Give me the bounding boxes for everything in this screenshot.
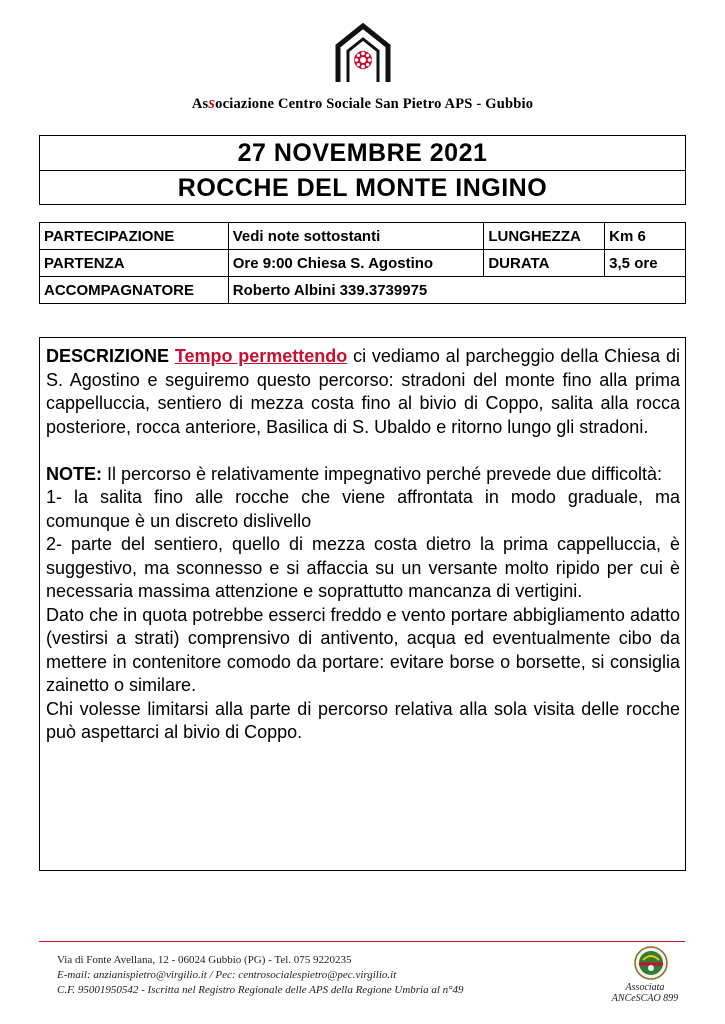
table-row	[40, 250, 686, 277]
info-label-departure: PARTENZA	[40, 250, 229, 277]
description-box	[39, 337, 686, 871]
footer-assoc-line1: Associata	[625, 982, 665, 993]
info-value-length: Km 6	[605, 223, 686, 250]
table-row	[40, 223, 686, 250]
notes-meeting-paragraph: Chi volesse limitarsi alla parte di percorso relativa alla sola visita delle rocche può aspettarci al bivio di Coppo.	[46, 698, 680, 742]
notes-paragraph	[46, 463, 680, 487]
ancescao-logo-icon	[634, 946, 668, 980]
event-name: ROCCHE DEL MONTE INGINO	[177, 174, 548, 202]
event-date: 27 NOVEMBRE 2021	[40, 136, 685, 171]
notes-item-2: 2- parte del sentiero, quello di mezza costa dietro la prima cappelluccia, è suggestivo, ma sconnesso e si affaccia su un versante molto ripido per cui è necessaria massima attenzione e soprattutto mancanza di vertigini.	[46, 534, 680, 601]
organization-name	[0, 93, 725, 113]
house-logo-icon	[335, 22, 391, 84]
org-name-rest: ociazione Centro Sociale San Pietro APS - Gubbio	[215, 96, 534, 112]
notes-intro: Il percorso è relativamente impegnativo perché prevede due difficoltà:	[102, 463, 662, 484]
weather-permitting-highlight: Tempo permettendo	[174, 346, 348, 366]
table-row	[40, 277, 686, 304]
description-paragraph	[46, 345, 680, 439]
info-label-guide: ACCOMPAGNATORE	[40, 277, 229, 304]
info-label-length: LUNGHEZZA	[484, 223, 605, 250]
footer	[57, 953, 577, 998]
paragraph-spacer	[46, 439, 680, 463]
footer-assoc-line2: ANCeSCAO 899	[611, 993, 679, 1004]
info-label-participation: PARTECIPAZIONE	[40, 223, 229, 250]
notes-clothing-paragraph: Dato che in quota potrebbe esserci freddo e vento portare abbigliamento adatto (vestirsi a strati) comprensivo di antivento, acqua ed eventualmente cibo da mettere in contenitore comodo da portare: evitare borse o borsette, si consiglia zainetto o similare.	[46, 604, 680, 695]
footer-email: E-mail: anzianispietro@virgilio.it / Pec: centrosocialespietro@pec.virgilio.it	[57, 969, 397, 981]
notes-label: NOTE:	[46, 463, 102, 484]
description-text: ci vediamo al parcheggio della Chiesa di S. Agostino e seguiremo questo percorso: stradoni del monte fino alla prima cappelluccia, sentiero di mezza costa fino al bivio di Coppo, salita alla rocca posteriore, rocca anteriore, Basilica di S. Ubaldo e ritorno lungo gli stradoni.	[46, 346, 680, 437]
footer-registry: C.F. 95001950542 - Iscritta nel Registro Regionale delle APS della Regione Umbria al n°49	[57, 984, 464, 996]
info-value-participation: Vedi note sottostanti	[228, 223, 484, 250]
footer-divider	[39, 941, 685, 942]
footer-address: Via di Fonte Avellana, 12 - 06024 Gubbio (PG) - Tel. 075 9220235	[57, 954, 352, 966]
info-value-duration: 3,5 ore	[605, 250, 686, 277]
title-box	[39, 135, 686, 205]
info-value-departure: Ore 9:00 Chiesa S. Agostino	[228, 250, 484, 277]
notes-item-1: 1- la salita fino alle rocche che viene affrontata in modo graduale, ma comunque è un discreto dislivello	[46, 487, 680, 531]
org-name-mark: s	[208, 93, 216, 112]
info-table	[39, 222, 686, 304]
info-label-duration: DURATA	[484, 250, 605, 277]
info-value-guide: Roberto Albini 339.3739975	[228, 277, 685, 304]
footer-association	[585, 982, 705, 1004]
description-label: DESCRIZIONE	[46, 346, 170, 366]
org-name-prefix: As	[191, 96, 209, 112]
